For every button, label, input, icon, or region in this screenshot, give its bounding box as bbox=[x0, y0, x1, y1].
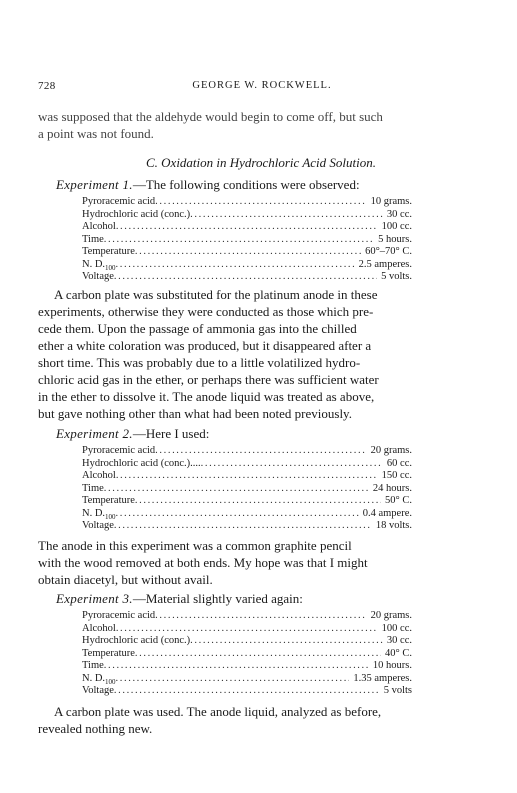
condition-value: 18 volts. bbox=[375, 520, 412, 531]
condition-value: 1.35 amperes. bbox=[353, 672, 412, 684]
condition-name: Temperature bbox=[82, 495, 135, 506]
condition-value: 10 hours. bbox=[372, 660, 412, 671]
condition-name: Time bbox=[82, 233, 104, 245]
text-line: a point was not found. bbox=[38, 126, 154, 141]
experiment-label: Experiment 1. bbox=[56, 177, 133, 192]
experiment-2-conditions-table bbox=[82, 445, 412, 533]
experiment-2-heading bbox=[56, 425, 486, 442]
condition-name: Hydrochloric acid (conc.).... bbox=[82, 457, 201, 469]
experiment-3-paragraph bbox=[38, 703, 484, 737]
table-row bbox=[82, 470, 412, 483]
condition-name: Alcohol bbox=[82, 470, 116, 481]
section-heading: C. Oxidation in Hydrochloric Acid Solution. bbox=[145, 155, 376, 170]
condition-value: 60°–70° C. bbox=[365, 246, 412, 257]
condition-name: Pyroracemic acid bbox=[82, 196, 156, 207]
table-row bbox=[82, 635, 412, 648]
experiment-2-paragraph bbox=[38, 537, 484, 588]
experiment-1-paragraph bbox=[38, 286, 484, 422]
text-line: but gave nothing other than what had been noted previously. bbox=[38, 406, 352, 421]
condition-value: 30 cc. bbox=[386, 208, 412, 220]
subscript: 100 bbox=[105, 677, 116, 685]
table-row bbox=[82, 673, 412, 686]
condition-value: 30 cc. bbox=[386, 635, 412, 646]
experiment-3-heading bbox=[56, 590, 486, 607]
table-row bbox=[82, 445, 412, 458]
text-line: experiments, otherwise they were conducted as those which pre- bbox=[38, 304, 374, 319]
text-line: was supposed that the aldehyde would begin to come off, but such bbox=[38, 109, 383, 124]
condition-name: Voltage bbox=[82, 685, 114, 696]
subscript: 100 bbox=[105, 512, 116, 520]
table-row bbox=[82, 483, 412, 496]
text-line: cede them. Upon the passage of ammonia gas into the chilled bbox=[38, 321, 357, 336]
table-row bbox=[82, 495, 412, 508]
condition-name: Time bbox=[82, 660, 104, 671]
condition-value: 60 cc. bbox=[386, 457, 412, 469]
intro-paragraph bbox=[38, 108, 484, 142]
table-row bbox=[82, 685, 412, 698]
condition-value: 150 cc. bbox=[381, 470, 412, 481]
experiment-label: Experiment 3. bbox=[56, 591, 133, 606]
experiment-1-heading bbox=[56, 176, 486, 193]
condition-value: 100 cc. bbox=[381, 221, 412, 232]
experiment-heading-text: —The following conditions were observed: bbox=[132, 177, 360, 192]
condition-value: 40° C. bbox=[385, 647, 412, 659]
table-row bbox=[82, 610, 412, 623]
text-line: A carbon plate was substituted for the platinum anode in these bbox=[54, 287, 378, 302]
condition-value: 100 cc. bbox=[381, 622, 412, 634]
condition-value: 24 hours. bbox=[372, 482, 412, 494]
condition-name: Voltage bbox=[82, 520, 114, 531]
condition-value: 0.4 ampere. bbox=[362, 507, 412, 519]
text-line: chloric acid gas in the ether, or perhaps there was sufficient water bbox=[38, 372, 379, 387]
table-row bbox=[82, 508, 412, 521]
table-row bbox=[82, 259, 412, 272]
condition-value: 2.5 amperes. bbox=[358, 258, 412, 270]
condition-value: 10 grams. bbox=[370, 196, 412, 207]
subscript: 100 bbox=[105, 263, 116, 271]
condition-name: Temperature bbox=[82, 246, 135, 257]
condition-name: Voltage bbox=[82, 271, 114, 282]
text-line: obtain diacetyl, but without avail. bbox=[38, 572, 213, 587]
table-row bbox=[82, 196, 412, 209]
condition-name: N. $D._{100}$ bbox=[82, 672, 116, 685]
condition-name: Alcohol bbox=[82, 622, 116, 634]
condition-name: Temperature bbox=[82, 647, 135, 659]
condition-name: Time bbox=[82, 482, 104, 494]
text-line: A carbon plate was used. The anode liquid, analyzed as before, bbox=[54, 704, 382, 719]
condition-name: N. $D._{100}$ bbox=[82, 507, 116, 520]
table-row bbox=[82, 458, 412, 471]
table-row bbox=[82, 648, 412, 661]
running-head: GEORGE W. ROCKWELL. bbox=[192, 80, 332, 91]
page-header bbox=[38, 80, 486, 96]
condition-value: 20 grams. bbox=[370, 610, 412, 621]
table-row bbox=[82, 271, 412, 284]
condition-name: Pyroracemic acid bbox=[82, 445, 156, 456]
experiment-3-conditions-table bbox=[82, 610, 412, 698]
table-row bbox=[82, 520, 412, 533]
table-row bbox=[82, 246, 412, 259]
experiment-label: Experiment 2. bbox=[56, 426, 133, 441]
table-row bbox=[82, 234, 412, 247]
condition-name: Alcohol bbox=[82, 221, 116, 232]
text-line: revealed nothing new. bbox=[38, 721, 153, 736]
condition-value: 5 volts. bbox=[381, 271, 412, 282]
table-row bbox=[82, 221, 412, 234]
text-line: in the ether to dissolve it. The anode liquid was treated as above, bbox=[38, 389, 375, 404]
text-line: ether a white coloration was produced, but it disappeared after a bbox=[38, 338, 372, 353]
text-line: The anode in this experiment was a common graphite pencil bbox=[38, 538, 352, 553]
page-number: 728 bbox=[38, 80, 56, 92]
condition-name: N. $D._{100}$ bbox=[82, 258, 116, 271]
condition-name: Hydrochloric acid (conc.) bbox=[82, 635, 191, 646]
condition-value: 5 hours. bbox=[378, 233, 412, 245]
condition-value: 5 volts bbox=[383, 685, 412, 696]
condition-value: 20 grams. bbox=[370, 445, 412, 456]
text-line: with the wood removed at both ends. My hope was that I might bbox=[38, 555, 368, 570]
condition-name: Pyroracemic acid bbox=[82, 610, 156, 621]
experiment-heading-text: —Material slightly varied again: bbox=[132, 591, 303, 606]
experiment-heading-text: —Here I used: bbox=[132, 426, 210, 441]
table-row bbox=[82, 209, 412, 222]
experiment-1-conditions-table bbox=[82, 196, 412, 284]
condition-name: Hydrochloric acid (conc.) bbox=[82, 208, 191, 220]
condition-value: 50° C. bbox=[385, 495, 412, 506]
text-line: short time. This was probably due to a little volatilized hydro- bbox=[38, 355, 361, 370]
table-row bbox=[82, 660, 412, 673]
table-row bbox=[82, 623, 412, 636]
